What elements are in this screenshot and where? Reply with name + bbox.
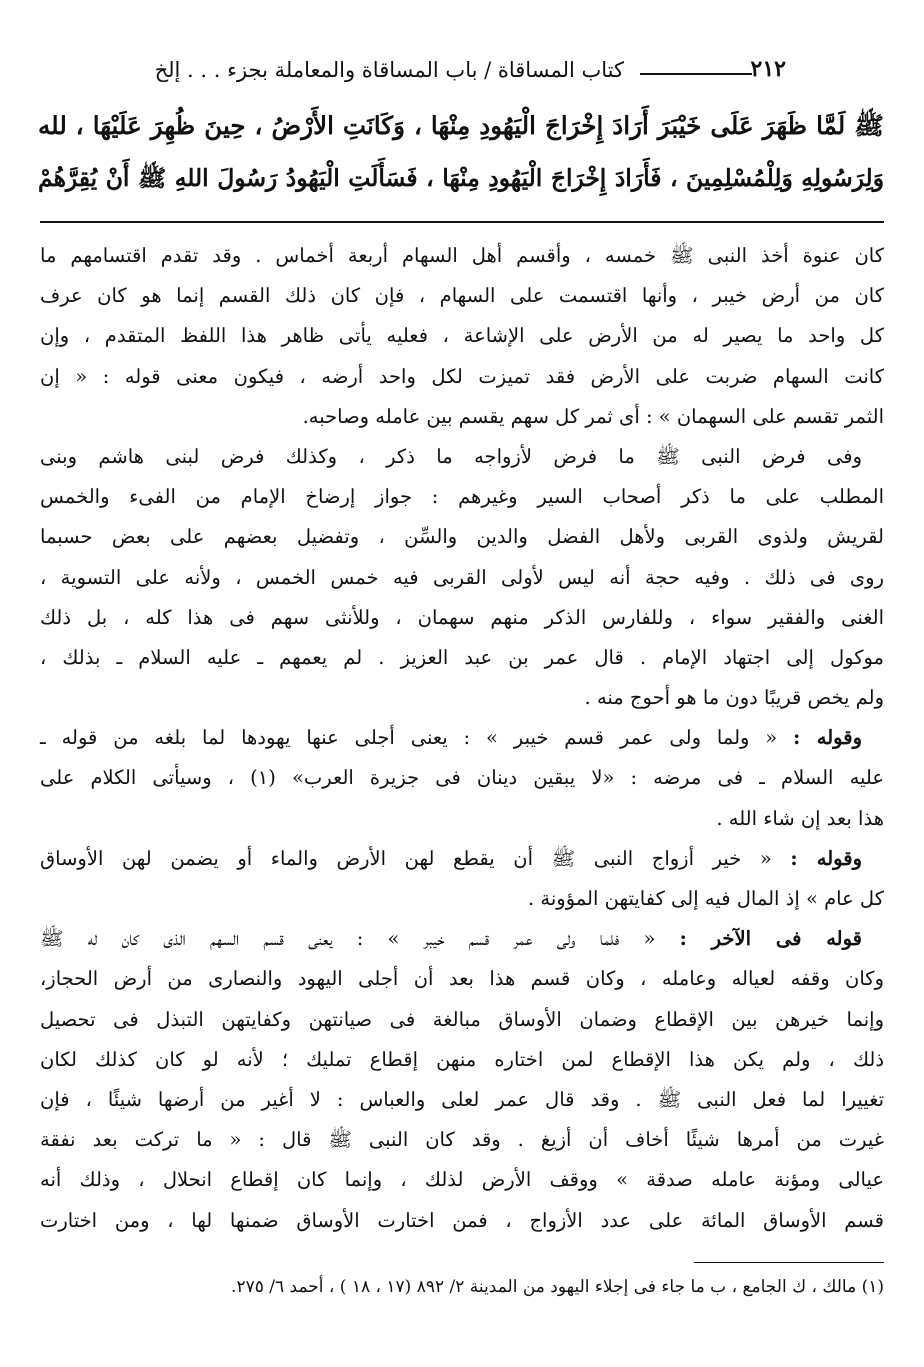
commentary-line: [40, 718, 884, 758]
commentary-line: [40, 839, 884, 879]
commentary-line: وفى فرض النبى ﷺ ما فرض لأزواجه ما ذكر ، وكذلك فرض لبنى هاشم وبنى: [40, 444, 862, 468]
hadith-text: [38, 100, 884, 204]
commentary-line: المطلب على ما ذكر أصحاب السير وغيرهم : جواز إرضاخ الإمام من الفىء والخمس: [40, 485, 884, 509]
commentary-line: روى فى ذلك . وفيه حجة أنه ليس لأولى القربى فيه خمس الخمس ، ولأنه على التسوية ،: [40, 565, 884, 589]
commentary-text: [40, 236, 884, 1241]
bold-lead: وقوله :: [790, 846, 862, 870]
commentary-line: تغييرا لما فعل النبى ﷺ . وقد قال عمر لعلى والعباس : لا أغير من أرضها شيئًا ، فإن: [40, 1087, 884, 1111]
commentary-line: موكول إلى اجتهاد الإمام . قال عمر بن عبد العزيز . لم يعمهم ـ عليه السلام ـ بذلك ،: [40, 645, 884, 669]
hadith-line: وَلِرَسُولِهِ وَلِلْمُسْلِمِينَ ، فَأَرَادَ إِخْرَاجَ الْيَهُودِ مِنْهَا ، فَسَأَلَتِ الْيَهُودُ رَسُولَ اللهِ ﷺ أَنْ يُقِرَّهُمْ: [38, 164, 884, 192]
hadith-line: ﷺ لَمَّا ظَهَرَ عَلَى خَيْبَرَ أَرَادَ إِخْرَاجَ الْيَهُودِ مِنْهَا ، وَكَانَتِ الأَرْضُ ، حِينَ ظُهِرَ عَلَيْهَا ، لله: [38, 111, 884, 140]
commentary-line: عليه السلام ـ فى مرضه : «لا يبقين دينان فى جزيرة العرب» (١) ، وسيأتى الكلام على: [40, 766, 885, 790]
commentary-line: وكان وقفه لعياله وعامله ، وكان قسم هذا بعد أن أجلى اليهود والنصارى من أرض الحجاز،: [40, 967, 884, 991]
commentary-line: وإنما خيرهن بين الإقطاع وضمان الأوساق مبالغة فى صيانتهن وكفايتهن التبذل فى تحصيل: [40, 1007, 884, 1031]
header-rule: [640, 73, 752, 75]
commentary-line: كان من أرض خيبر ، وأنها اقتسمت على السهام ، فإن كان ذلك القسم إنما هو كان عرف: [40, 284, 884, 308]
commentary-line: كل واحد ما يصير له من الأرض على الإشاعة ، فعليه يأتى ظاهر هذا اللفظ المتقدم ، وإن: [40, 324, 884, 348]
commentary-line: كان عنوة أخذ النبى ﷺ خمسه ، وأقسم أهل السهام أربعة أخماس . وقد تقدم اقتسامهم ما: [40, 244, 884, 267]
commentary-line: هذا بعد إن شاء الله .: [716, 806, 884, 830]
commentary-line: لقريش ولذوى القربى ولأهل الفضل والدين والسِّن ، وتفضيل بعضهم على بعض حسبما: [40, 525, 884, 549]
running-header-title: كتاب المساقاة / باب المساقاة والمعاملة بجزء . . . إلخ: [154, 58, 624, 82]
commentary-line-rest: « فلما ولى عمر قسم خيبر » : يعنى قسم السهم الذى كان له ﷺ: [40, 927, 656, 951]
page-number: ٢١٢: [750, 56, 786, 82]
commentary-line: ولم يخص قريبًا دون ما هو أحوج منه .: [584, 686, 884, 710]
commentary-line-rest: « خير أزواج النبى ﷺ أن يقطع لهن الأرض والماء أو يضمن لهن الأوساق: [40, 846, 772, 870]
footnote-rule: [694, 1262, 884, 1263]
commentary-line: كانت السهام ضربت على الأرض فقد تميزت لكل واحد أرضه ، فيكون معنى قوله : « إن: [40, 364, 884, 388]
commentary-line: غيرت من أمرها شيئًا أخاف أن أزيغ . وقد كان النبى ﷺ قال : « ما تركت بعد نفقة: [40, 1128, 884, 1152]
commentary-line: قسم الأوساق المائة على عدد الأزواج ، فمن اختارت الأوساق ضمنها لها ، ومن اختارت: [40, 1208, 884, 1232]
bold-lead: وقوله :: [793, 726, 862, 750]
section-divider: [40, 221, 884, 223]
footnote: (١) مالك ، ك الجامع ، ب ما جاء فى إجلاء اليهود من المدينة ٢/ ٨٩٢ (١٧ ، ١٨ ) ، أحمد ٦/ ٢٧٥.: [231, 1277, 884, 1297]
commentary-line: الثمر تقسم على السهمان » : أى ثمر كل سهم يقسم بين عامله وصاحبه.: [302, 404, 884, 428]
commentary-line: [40, 919, 884, 959]
commentary-line: الغنى والفقير سواء ، وللفارس الذكر منهم سهمان ، وللأنثى سهم فى هذا كله ، بل ذلك: [40, 605, 884, 629]
commentary-line: كل عام » إذ المال فيه إلى كفايتهن المؤونة .: [528, 887, 884, 910]
commentary-line: ذلك ، ولم يكن هذا الإقطاع لمن اختاره منهن إقطاع تمليك ؛ لأنه لو كان كذلك لكان: [40, 1047, 884, 1071]
bold-lead: قوله فى الآخر :: [679, 927, 863, 951]
commentary-line-rest: « ولما ولى عمر قسم خيبر » : يعنى أجلى عنها يهودها لما بلغه من قوله ـ: [40, 726, 778, 750]
commentary-line: عيالى ومؤنة عامله صدقة » ووقف الأرض لذلك ، وإنما كان إقطاع انحلال ، وذلك أنه: [40, 1168, 884, 1192]
